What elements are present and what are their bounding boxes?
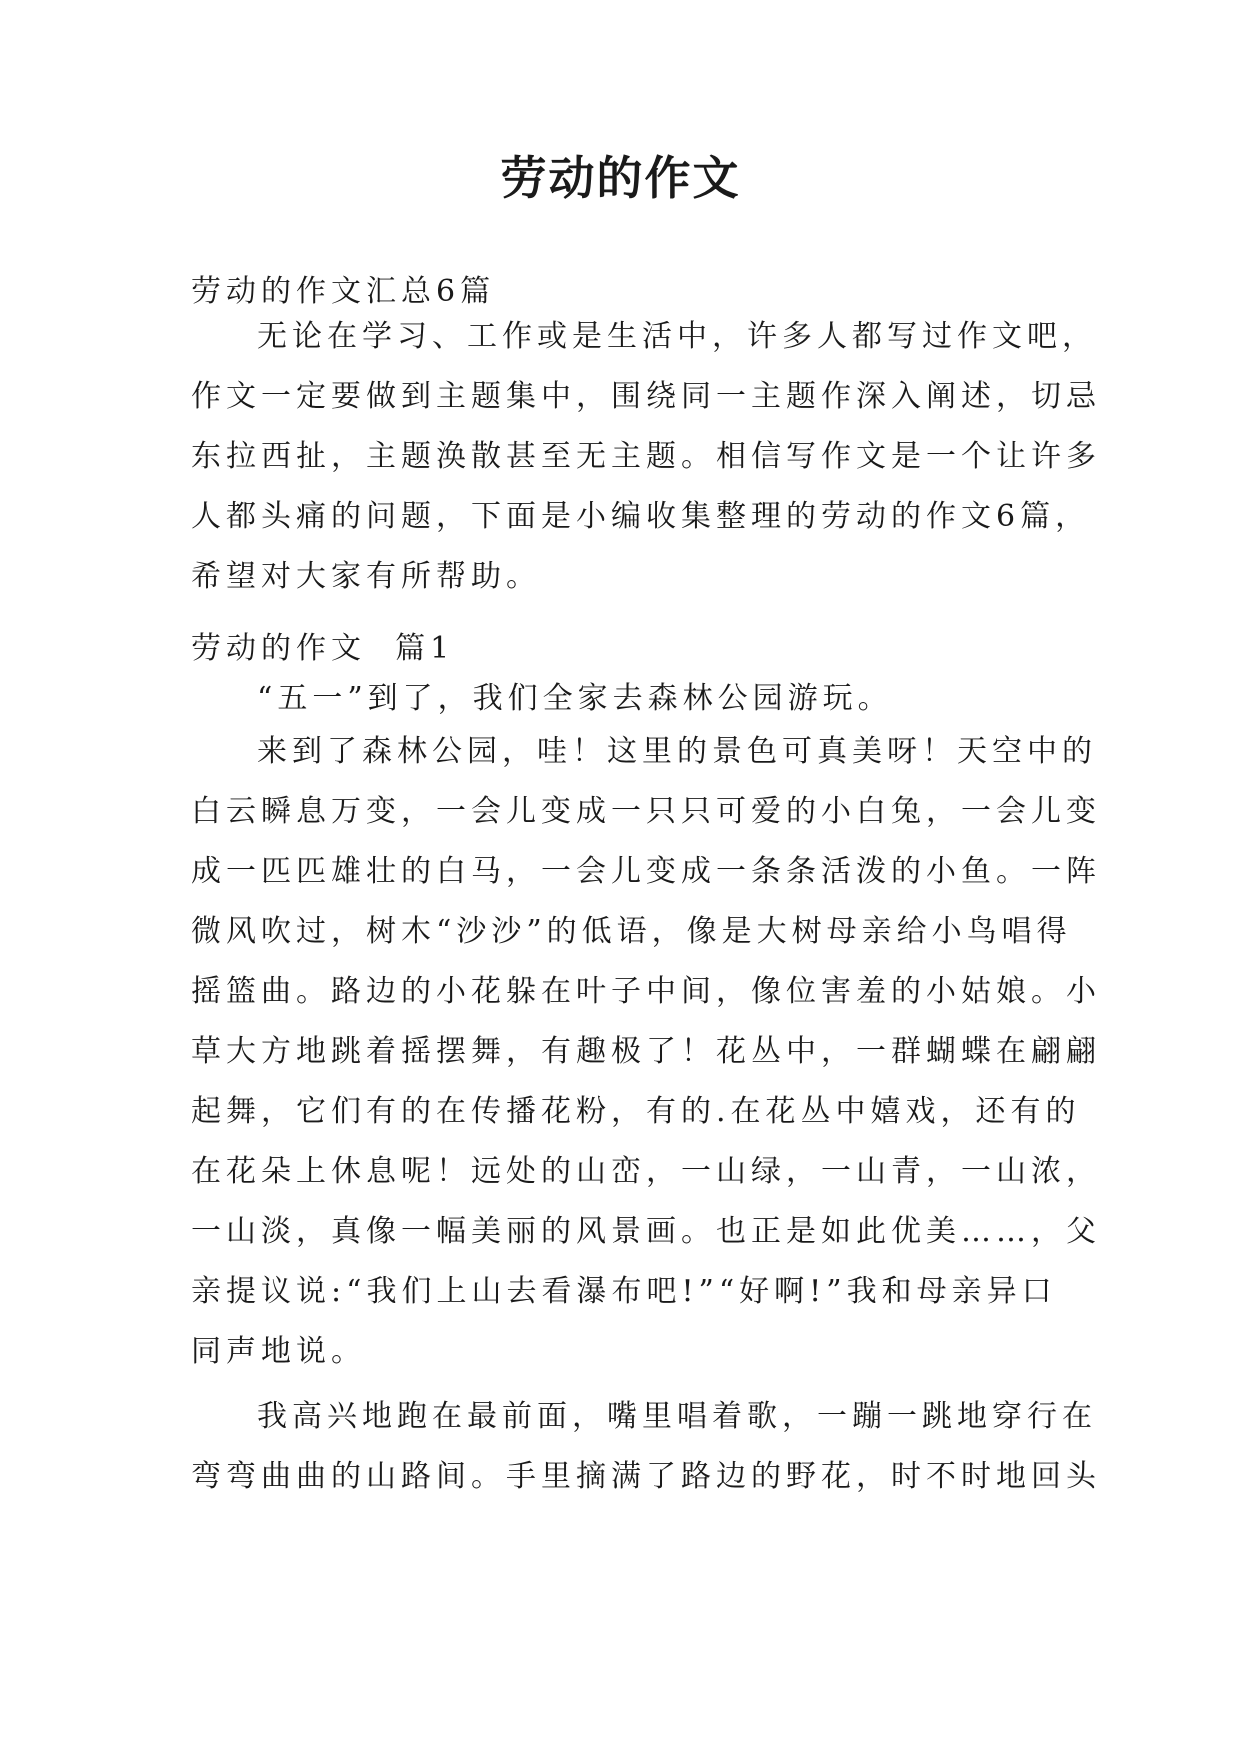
- paragraph-line: 亲提议说:“我们上山去看瀑布吧!”“好啊!”我和母亲异口: [191, 1274, 1057, 1309]
- intro-line: 作文一定要做到主题集中，围绕同一主题作深入阐述，切忌: [191, 379, 1101, 414]
- paragraph-line: 我高兴地跑在最前面，嘴里唱着歌，一蹦一跳地穿行在: [257, 1399, 1097, 1434]
- paragraph-3: [191, 1387, 1101, 1507]
- paragraph-line: 起舞，它们有的在传播花粉，有的.在花丛中嬉戏，还有的: [191, 1094, 1081, 1129]
- intro-line: 无论在学习、工作或是生活中，许多人都写过作文吧，: [257, 319, 1097, 354]
- intro-paragraph: [191, 307, 1101, 607]
- paragraph-line: 成一匹匹雄壮的白马，一会儿变成一条条活泼的小鱼。一阵: [191, 854, 1101, 889]
- paragraph-line: 同声地说。: [191, 1334, 366, 1369]
- paragraph-line: 一山淡，真像一幅美丽的风景画。也正是如此优美……，父: [191, 1214, 1101, 1249]
- paragraph-line: 摇篮曲。路边的小花躲在叶子中间，像位害羞的小姑娘。小: [191, 974, 1101, 1009]
- paragraph-line: 在花朵上休息呢！远处的山峦，一山绿，一山青，一山浓，: [191, 1154, 1101, 1189]
- intro-line: 人都头痛的问题，下面是小编收集整理的劳动的作文6篇，: [191, 499, 1091, 534]
- intro-line: 希望对大家有所帮助。: [191, 559, 541, 594]
- document-subtitle: 劳动的作文汇总6篇: [191, 274, 496, 309]
- paragraph-line: 弯弯曲曲的山路间。手里摘满了路边的野花，时不时地回头: [191, 1459, 1101, 1494]
- section-heading: 劳动的作文 篇1: [191, 631, 455, 666]
- document-title: 劳动的作文: [500, 151, 741, 205]
- paragraph-2: [191, 722, 1101, 1382]
- paragraph-line: 草大方地跳着摇摆舞，有趣极了！花丛中，一群蝴蝶在翩翩: [191, 1034, 1101, 1069]
- paragraph-line: 白云瞬息万变，一会儿变成一只只可爱的小白兔，一会儿变: [191, 794, 1101, 829]
- paragraph-1: “五一”到了，我们全家去森林公园游玩。: [257, 681, 893, 716]
- paragraph-line: 来到了森林公园，哇！这里的景色可真美呀！天空中的: [257, 734, 1097, 769]
- intro-line: 东拉西扯，主题涣散甚至无主题。相信写作文是一个让许多: [191, 439, 1101, 474]
- paragraph-line: 微风吹过，树木“沙沙”的低语，像是大树母亲给小鸟唱得: [191, 914, 1072, 949]
